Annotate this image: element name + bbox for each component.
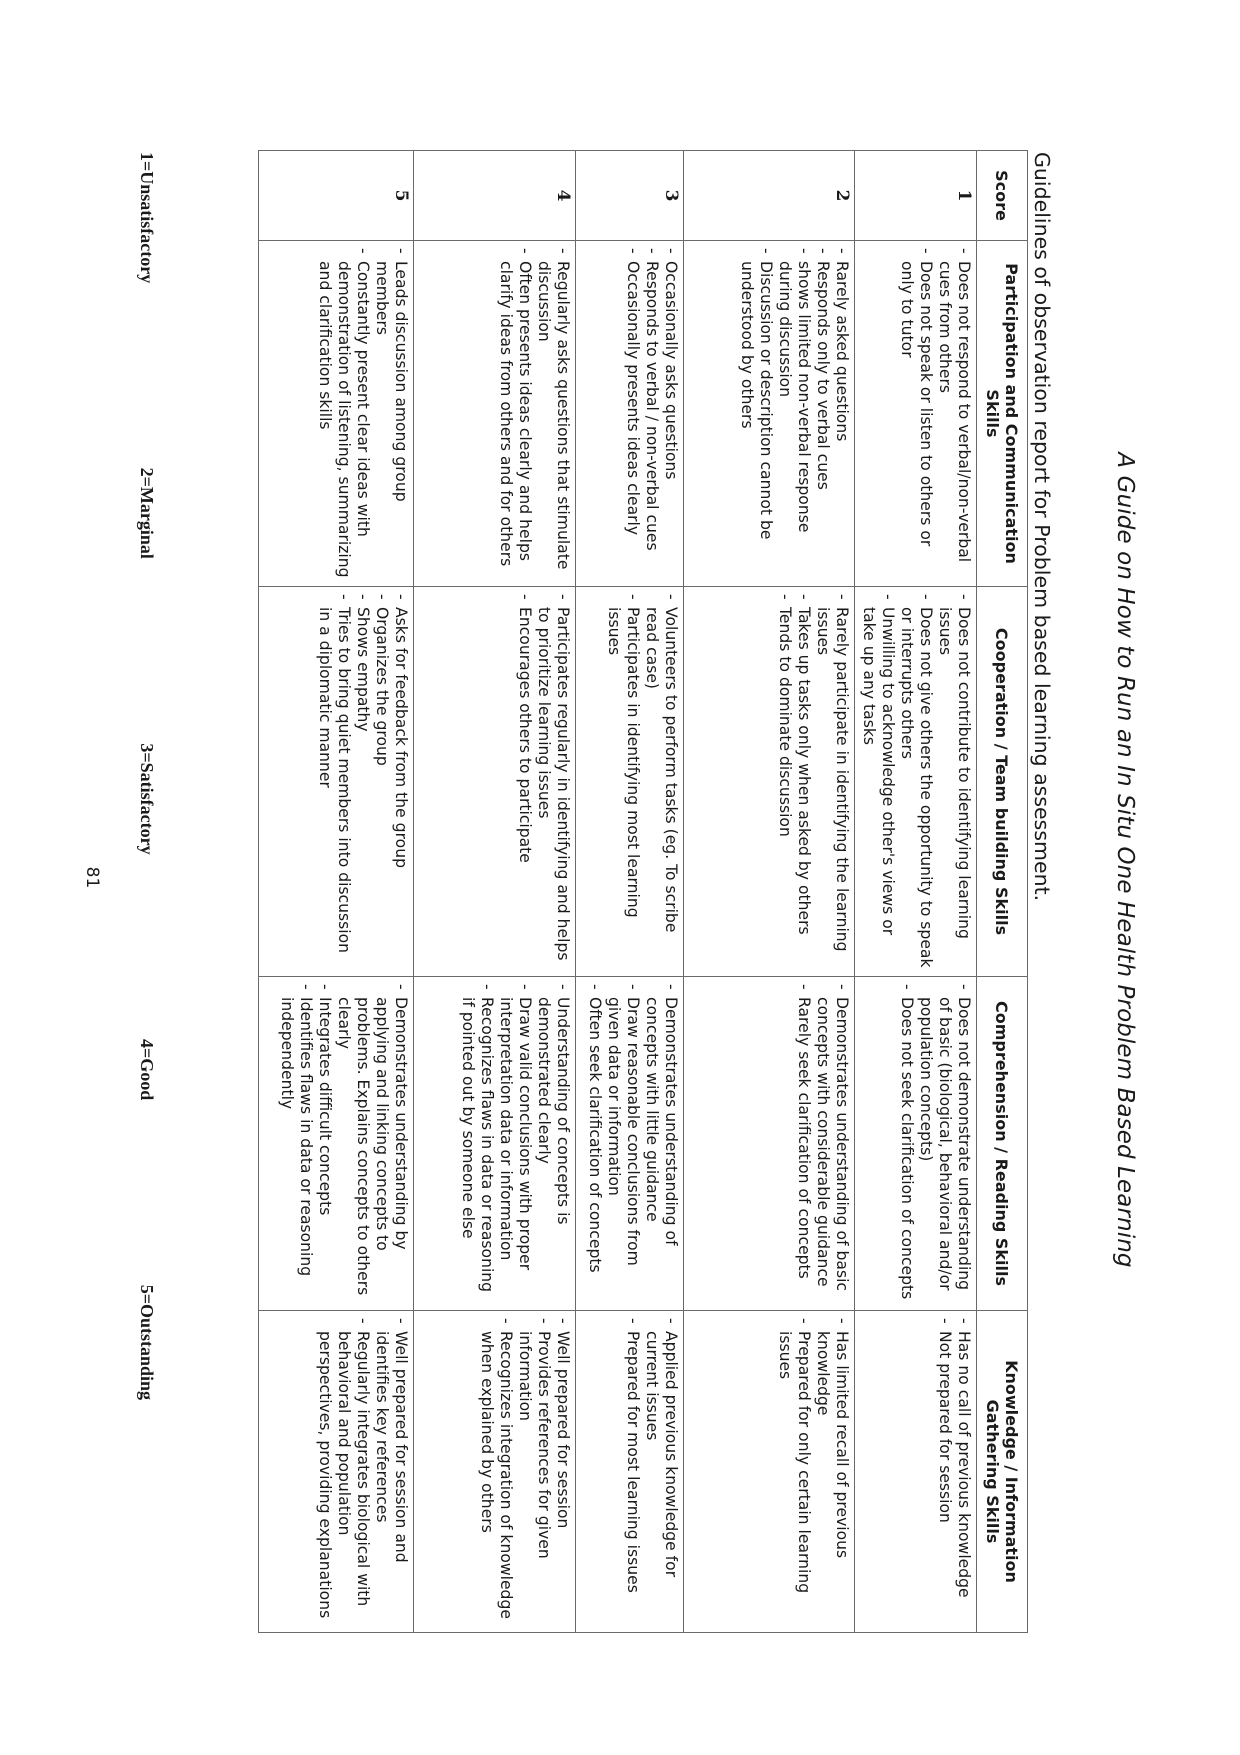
comprehension-cell: [576, 977, 684, 1311]
criteria-list: [897, 247, 973, 580]
criteria-list: [585, 983, 680, 1304]
criteria-item: - Identifies flaws in data or reasoning independently: [277, 983, 315, 1304]
comprehension-cell: [259, 977, 414, 1311]
criteria-list: [315, 593, 410, 970]
criteria-item: - Draw valid conclusions with proper interpretation data or information: [496, 983, 534, 1304]
comprehension-cell: [855, 977, 977, 1311]
criteria-list: [794, 983, 851, 1304]
score-cell: 1: [855, 151, 977, 241]
criteria-item: - Shows empathy: [353, 593, 372, 970]
criteria-item: - Does not speak or listen to others or only to tutor: [897, 247, 935, 580]
knowledge-cell: [855, 1311, 977, 1633]
participation-cell: [576, 241, 684, 587]
criteria-item: - Constantly present clear ideas with demonstration of listening, summarizing and clarification skills: [315, 247, 372, 580]
score-cell: 2: [684, 151, 855, 241]
criteria-item: - Does not contribute to identifying learning issues: [935, 593, 973, 970]
criteria-item: - Unwilling to acknowledge other's views or take up any tasks: [859, 593, 897, 970]
criteria-list: [515, 593, 572, 970]
participation-cell: [414, 241, 576, 587]
criteria-list: [737, 247, 851, 580]
page-number: 81: [82, 866, 102, 889]
criteria-item: - Often presents ideas clearly and helps clarify ideas from others and for others: [496, 247, 534, 580]
cooperation-cell: [684, 587, 855, 977]
criteria-item: - Leads discussion among group members: [372, 247, 410, 580]
criteria-item: - Does not give others the opportunity to speak or interrupts others: [897, 593, 935, 970]
criteria-list: [477, 1317, 572, 1626]
participation-cell: [259, 241, 414, 587]
criteria-item: - Participates regularly in identifying and helps to prioritize learning issues: [534, 593, 572, 970]
criteria-item: - Has no call of previous knowledge: [954, 1317, 973, 1626]
knowledge-cell: [259, 1311, 414, 1633]
criteria-item: - Rarely asked questions: [832, 247, 851, 580]
table-row: [576, 151, 684, 1633]
score-cell: 5: [259, 151, 414, 241]
score-legend: [136, 150, 157, 1632]
criteria-item: - Volunteers to perform tasks (eg. To scribe read case): [642, 593, 680, 970]
legend-item: 2=Marginal: [137, 467, 157, 559]
comprehension-cell: [684, 977, 855, 1311]
criteria-item: - Tends to dominate discussion: [775, 593, 794, 970]
legend-item: 4=Good: [137, 1039, 157, 1101]
participation-cell: [684, 241, 855, 587]
criteria-list: [775, 1317, 851, 1626]
criteria-item: - Discussion or description cannot be understood by others: [737, 247, 775, 580]
criteria-list: [859, 593, 973, 970]
table-header-row: [977, 151, 1028, 1633]
criteria-item: - Does not seek clarification of concepts: [897, 983, 916, 1304]
criteria-list: [935, 1317, 973, 1626]
criteria-item: - Takes up tasks only when asked by others: [794, 593, 813, 970]
criteria-list: [623, 247, 680, 580]
criteria-list: [458, 983, 572, 1304]
header-knowledge: Knowledge / Information Gathering Skills: [977, 1311, 1028, 1633]
criteria-item: - Applied previous knowledge for current issues: [642, 1317, 680, 1626]
table-row: [259, 151, 414, 1633]
criteria-item: - Does not respond to verbal/non-verbal cues from others: [935, 247, 973, 580]
cooperation-cell: [855, 587, 977, 977]
criteria-item: - Recognizes flaws in data or reasoning if pointed out by someone else: [458, 983, 496, 1304]
score-cell: 4: [414, 151, 576, 241]
criteria-list: [277, 983, 410, 1304]
table-body: [259, 151, 977, 1633]
criteria-item: - Encourages others to participate: [515, 593, 534, 970]
criteria-item: - Often seek clarification of concepts: [585, 983, 604, 1304]
running-head: A Guide on How to Run an In Situ One Health Problem Based Learning: [1112, 452, 1138, 1268]
criteria-item: - Prepared for most learning issues: [623, 1317, 642, 1626]
header-cooperation: Cooperation / Team building Skills: [977, 587, 1028, 977]
criteria-item: - Organizes the group: [372, 593, 391, 970]
assessment-rubric-table: [258, 150, 1028, 1633]
cooperation-cell: [576, 587, 684, 977]
cooperation-cell: [414, 587, 576, 977]
criteria-item: - Understanding of concepts is demonstrated clearly: [534, 983, 572, 1304]
criteria-list: [775, 593, 851, 970]
criteria-item: - Tries to bring quiet members into discussion in a diplomatic manner: [315, 593, 353, 970]
legend-item: 3=Satisfactory: [137, 743, 157, 855]
header-participation: Participation and Communication Skills: [977, 241, 1028, 587]
header-score: Score: [977, 151, 1028, 241]
criteria-item: - Occasionally asks questions: [661, 247, 680, 580]
criteria-item: - shows limited non-verbal response during discussion: [775, 247, 813, 580]
criteria-item: - Has limited recall of previous knowledge: [813, 1317, 851, 1626]
criteria-item: - Rarely seek clarification of concepts: [794, 983, 813, 1304]
criteria-item: - Rarely participate in identifying the learning issues: [813, 593, 851, 970]
cooperation-cell: [259, 587, 414, 977]
criteria-list: [315, 247, 410, 580]
criteria-list: [315, 1317, 410, 1626]
knowledge-cell: [684, 1311, 855, 1633]
criteria-item: - Demonstrates understanding of basic concepts with considerable guidance: [813, 983, 851, 1304]
criteria-item: - Recognizes integration of knowledge when explained by others: [477, 1317, 515, 1626]
criteria-item: - Demonstrates understanding by applying and linking concepts to problems. Explains concepts to others clearly: [334, 983, 410, 1304]
criteria-item: - Prepared for only certain learning issues: [775, 1317, 813, 1626]
criteria-item: - Regularly integrates biological with behavioral and population perspectives, providing explanations: [315, 1317, 372, 1626]
criteria-item: - Responds only to verbal cues: [813, 247, 832, 580]
criteria-item: - Does not demonstrate understanding of basic (biological, behavioral and/or population concepts): [916, 983, 973, 1304]
comprehension-cell: [414, 977, 576, 1311]
table-caption: Guidelines of observation report for Problem based learning assessment.: [1030, 152, 1054, 902]
criteria-item: - Demonstrates understanding of concepts with little guidance: [642, 983, 680, 1304]
criteria-item: - Participates in identifying most learning issues: [604, 593, 642, 970]
criteria-list: [897, 983, 973, 1304]
legend-item: 1=Unsatisfactory: [137, 152, 157, 284]
criteria-list: [623, 1317, 680, 1626]
header-comprehension: Comprehension / Reading Skills: [977, 977, 1028, 1311]
participation-cell: [855, 241, 977, 587]
table-row: [684, 151, 855, 1633]
score-cell: 3: [576, 151, 684, 241]
criteria-item: - Well prepared for session: [553, 1317, 572, 1626]
criteria-item: - Not prepared for session: [935, 1317, 954, 1626]
criteria-item: - Well prepared for session and identifies key references: [372, 1317, 410, 1626]
criteria-item: - Integrates difficult concepts: [315, 983, 334, 1304]
criteria-item: - Responds to verbal / non-verbal cues: [642, 247, 661, 580]
knowledge-cell: [414, 1311, 576, 1633]
criteria-list: [496, 247, 572, 580]
criteria-item: - Asks for feedback from the group: [391, 593, 410, 970]
knowledge-cell: [576, 1311, 684, 1633]
table-row: [855, 151, 977, 1633]
criteria-item: - Occasionally presents ideas clearly: [623, 247, 642, 580]
criteria-item: - Draw reasonable conclusions from given data or information: [604, 983, 642, 1304]
table-row: [414, 151, 576, 1633]
criteria-list: [604, 593, 680, 970]
legend-item: 5=Outstanding: [137, 1284, 157, 1400]
criteria-item: - Provides references for given information: [515, 1317, 553, 1626]
criteria-item: - Regularly asks questions that stimulate discussion: [534, 247, 572, 580]
